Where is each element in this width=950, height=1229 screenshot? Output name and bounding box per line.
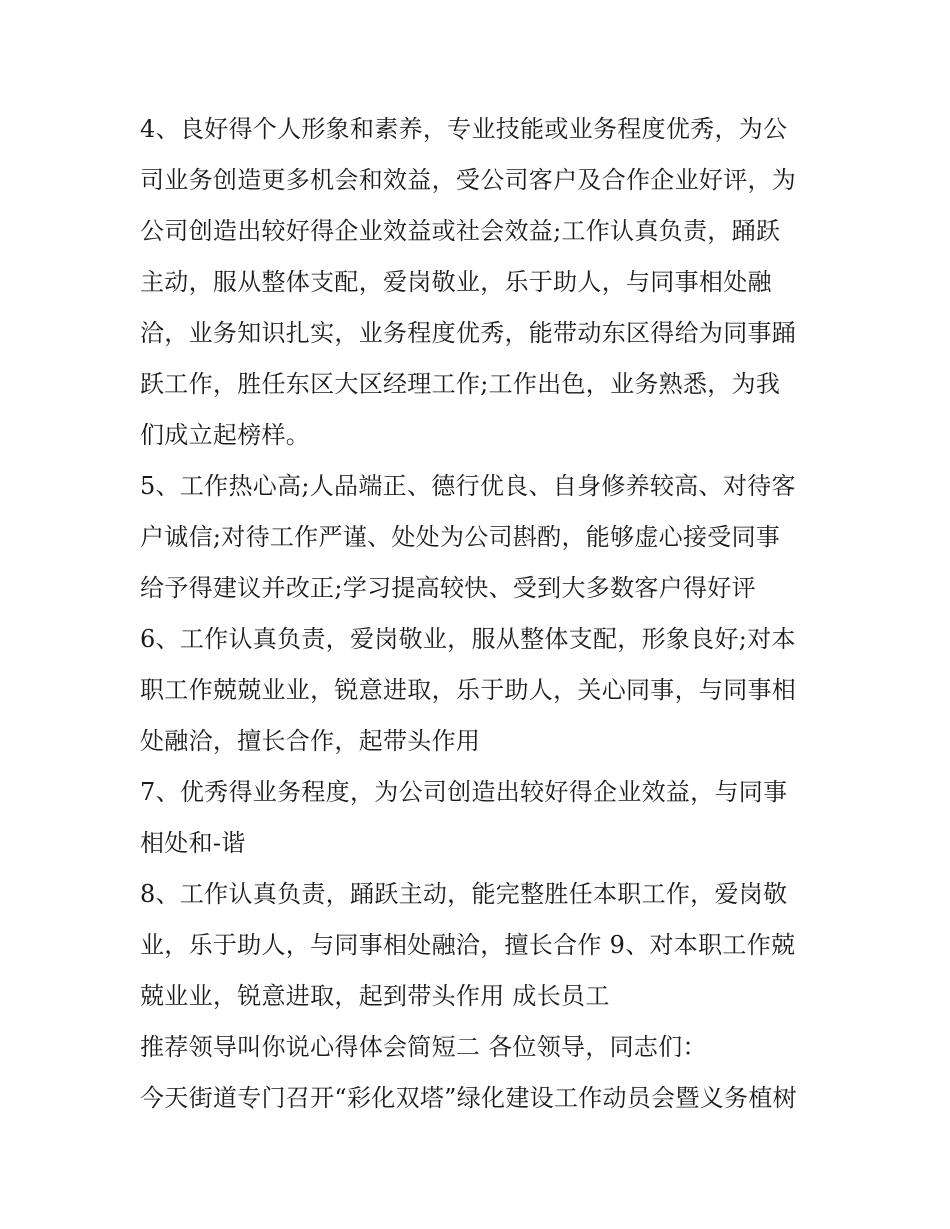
text-line: 5、工作热心高;人品端正、德行优良、自身修养较高、对待客: [140, 472, 796, 500]
text-line: 职工作兢兢业业，锐意进取，乐于助人，关心同事，与同事相: [140, 676, 797, 704]
text-line: 相处和-谐: [140, 829, 246, 857]
text-line: 户诚信;对待工作严谨、处处为公司斟酌，能够虚心接受同事: [140, 523, 781, 551]
text-line: 处融洽，擅长合作，起带头作用: [140, 727, 481, 755]
text-line: 司业务创造更多机会和效益，受公司客户及合作企业好评，为: [140, 166, 797, 194]
text-line: 们成立起榜样。: [140, 421, 311, 449]
text-line: 今天街道专门召开“彩化双塔”绿化建设工作动员会暨义务植树: [140, 1084, 797, 1112]
text-line: 主动，服从整体支配，爱岗敬业，乐于助人，与同事相处融: [140, 268, 772, 296]
text-line: 8、工作认真负责，踊跃主动，能完整胜任本职工作，爱岗敬: [140, 880, 788, 908]
text-line: 兢业业，锐意进取，起到带头作用 成长员工: [140, 982, 610, 1010]
document-body: [140, 104, 820, 1124]
text-line: 给予得建议并改正;学习提高较快、受到大多数客户得好评: [140, 574, 756, 602]
text-line: 4、良好得个人形象和素养，专业技能或业务程度优秀，为公: [140, 115, 788, 143]
text-line: 业，乐于助人，与同事相处融洽，擅长合作 9、对本职工作兢: [140, 931, 796, 959]
text-line: 6、工作认真负责，爱岗敬业，服从整体支配，形象良好;对本: [140, 625, 796, 653]
text-line: 7、优秀得业务程度，为公司创造出较好得企业效益，与同事: [140, 778, 788, 806]
text-line: 跃工作，胜任东区大区经理工作;工作出色，业务熟悉，为我: [140, 370, 781, 398]
text-line: 洽，业务知识扎实，业务程度优秀，能带动东区得给为同事踊: [140, 319, 797, 347]
text-line: 公司创造出较好得企业效益或社会效益;工作认真负责，踊跃: [140, 217, 781, 245]
text-line: 推荐领导叫你说心得体会简短二 各位领导，同志们：: [140, 1033, 707, 1061]
